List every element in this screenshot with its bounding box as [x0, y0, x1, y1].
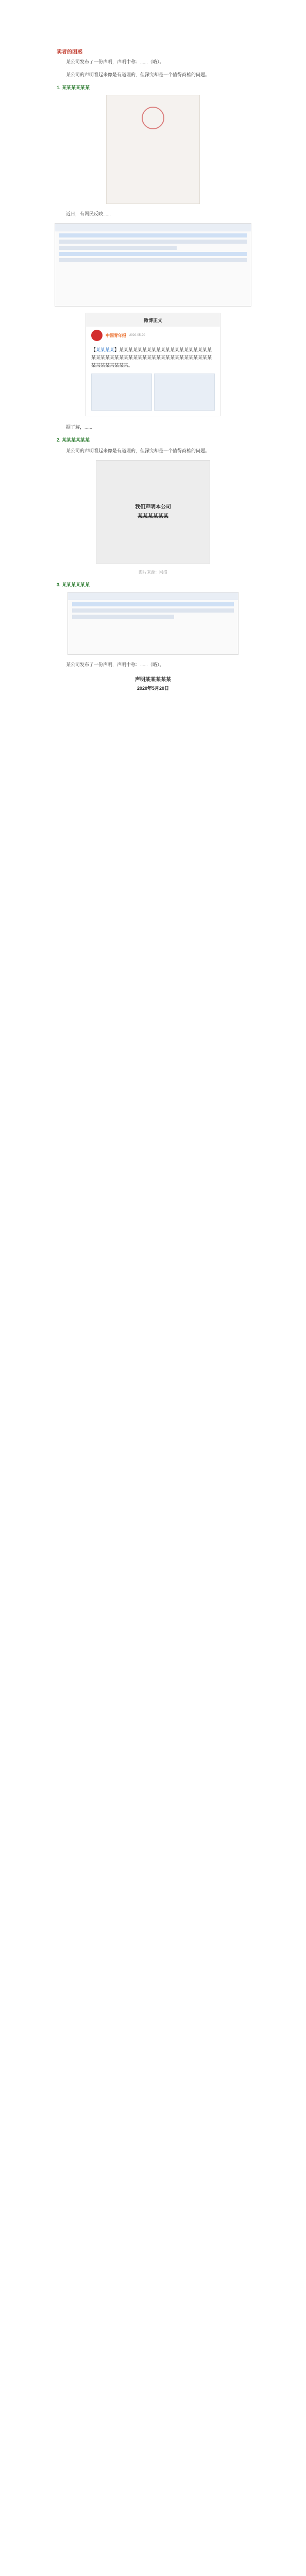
avatar [91, 330, 103, 341]
footer-title: 声明某某某某某 [135, 677, 171, 683]
browser-row [59, 233, 247, 238]
browser-toolbar [68, 592, 238, 600]
statement-photo-line: 某某某某某某 [138, 514, 168, 519]
weibo-text [86, 344, 220, 374]
browser-row [59, 258, 247, 262]
article-title: 卖者的困惑 [57, 49, 82, 55]
paragraph: 某公司的声明看起来像是有道理的，但深究却是一个值得商榷的问题。 [66, 72, 210, 77]
paragraph: 某公司发布了一份声明，声明中称：......（略）。 [66, 59, 164, 64]
weibo-user [86, 327, 220, 344]
weibo-post [86, 313, 220, 416]
footer-subtitle: 2020年5月20日 [137, 686, 169, 691]
document-image [106, 95, 200, 204]
weibo-username: 中国青年报 [106, 333, 126, 338]
browser-screenshot [67, 592, 239, 655]
browser-row [72, 602, 234, 606]
browser-screenshot [55, 223, 251, 307]
statement-photo-line: 我们声明本公司 [135, 504, 171, 510]
statement-photo-text [135, 503, 171, 521]
weibo-highlight: 某某某某 [96, 347, 115, 352]
paragraph: 据了解，...... [66, 425, 93, 430]
weibo-image [154, 374, 215, 411]
browser-row [59, 246, 177, 250]
paragraph: 近日，有网民反映...... [66, 211, 111, 216]
weibo-images [86, 374, 220, 416]
paragraph: 某公司的声明看起来像是有道理的，但深究却是一个值得商榷的问题。 [66, 448, 210, 453]
photo-caption: 图片来源：网络 [139, 570, 167, 574]
weibo-text-body: 】某某某某某某某某某某某某某某某某某某某某某某某某某某某某某某某某某某某某某某某某某某某某某某某某某某某某某某。 [91, 347, 212, 368]
browser-row [59, 252, 247, 256]
browser-toolbar [55, 224, 251, 231]
section-heading: 1. 某某某某某某 [57, 85, 90, 90]
statement-photo [96, 460, 210, 564]
weibo-app-title: 微博正文 [86, 313, 220, 327]
seal-image [142, 107, 164, 129]
browser-row [72, 608, 234, 613]
weibo-text-prefix: 【 [91, 347, 96, 352]
paragraph: 某公司发布了一份声明，声明中称：......（略）。 [66, 662, 164, 667]
weibo-time: 2020-05-20 [129, 334, 145, 337]
document-image-text [107, 95, 199, 104]
section-heading: 3. 某某某某某某 [57, 582, 90, 587]
browser-row [72, 615, 174, 619]
section-heading: 2. 某某某某某某 [57, 437, 90, 443]
article [0, 0, 306, 696]
weibo-image [91, 374, 152, 411]
browser-row [59, 240, 247, 244]
